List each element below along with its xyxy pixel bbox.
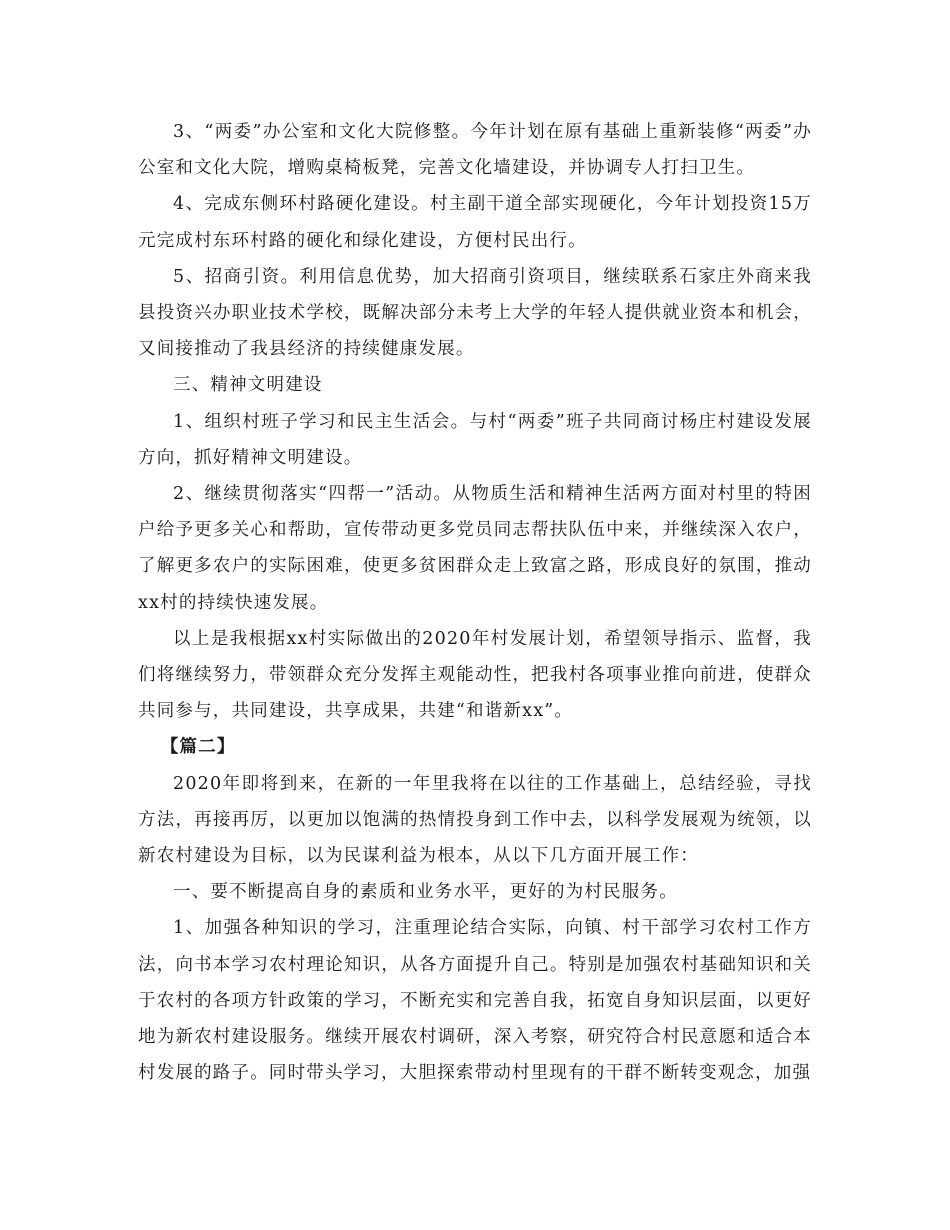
paragraph-item-4: 4、完成东侧环村路硬化建设。村主副干道全部实现硬化，今年计划投资15万元完成村东环村路的硬化和绿化建设，方便村民出行。 (138, 194, 812, 251)
paragraph-summary: 以上是我根据xx村实际做出的2020年村发展计划，希望领导指示、监督，我们将继续努力，带领群众充分发挥主观能动性，把我村各项事业推向前进，使群众共同参与，共同建设，共享成果，共建“和谐新xx”。 (138, 628, 812, 722)
paragraph-spiritual-2: 2、继续贯彻落实“四帮一”活动。从物质生活和精神生活两方面对村里的特困户给予更多关心和帮助，宣传带动更多党员同志帮扶队伍中来，并继续深入农户，了解更多农户的实际困难，使更多贫困群众走上致富之路，形成良好的氛围，推动xx村的持续快速发展。 (138, 484, 812, 613)
section-heading-part-two: 【篇二】 (160, 737, 236, 758)
paragraph-spiritual-1: 1、组织村班子学习和民主生活会。与村“两委”班子共同商讨杨庄村建设发展方向，抓好精神文明建设。 (138, 411, 812, 468)
paragraph-intro-2020: 2020年即将到来，在新的一年里我将在以往的工作基础上，总结经验，寻找方法，再接再厉，以更加以饱满的热情投身到工作中去，以科学发展观为统领，以新农村建设为目标，以为民谋利益为根本，从以下几方面开展工作： (138, 773, 812, 867)
document-body (138, 114, 812, 1091)
paragraph-goal-1: 一、要不断提高自身的素质和业务水平，更好的为村民服务。 (173, 882, 678, 903)
paragraph-item-5: 5、招商引资。利用信息优势，加大招商引资项目，继续联系石家庄外商来我县投资兴办职业技术学校，既解决部分未考上大学的年轻人提供就业资本和机会，又间接推动了我县经济的持续健康发展。 (138, 266, 812, 360)
paragraph-item-3: 3、“两委”办公室和文化大院修整。今年计划在原有基础上重新装修“两委”办公室和文化大院，增购桌椅板凳，完善文化墙建设，并协调专人打扫卫生。 (138, 122, 812, 179)
paragraph-learning: 1、加强各种知识的学习，注重理论结合实际，向镇、村干部学习农村工作方法，向书本学习农村理论知识，从各方面提升自己。特别是加强农村基础知识和关于农村的各项方针政策的学习，不断充实和完善自我，拓宽自身知识层面，以更好地为新农村建设服务。继续开展农村调研，深入考察，研究符合村民意愿和适合本村发展的路子。同时带头学习，大胆探索带动村里现有的干群不断转变观念，加强 (138, 918, 812, 1084)
section-heading-spiritual: 三、精神文明建设 (173, 375, 323, 396)
